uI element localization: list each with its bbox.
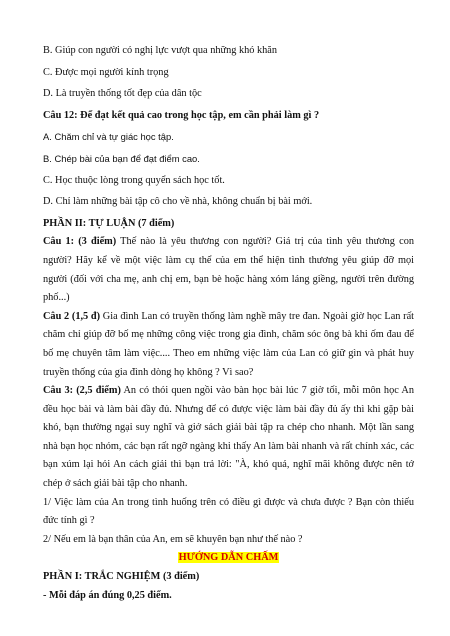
cau3-paragraph xyxy=(43,382,414,494)
cau1-paragraph xyxy=(43,233,414,307)
answer-part1-heading: PHẦN I: TRẮC NGHIỆM (3 điểm) xyxy=(43,571,200,583)
cau1-text: Thế nào là yêu thương con người? Giá trị của tình yêu thương con người? Hãy kể về một việc làm cụ thể của em thể hiện tình thương yêu giúp đỡ mọi người (đối với cha mẹ, anh chị em, bạn bè hoặc hàng xóm láng giềng, người trên đường phố...) xyxy=(43,236,414,304)
answer-part1-note: - Mỗi đáp án đúng 0,25 điểm. xyxy=(43,589,172,601)
answer-key-title-row xyxy=(43,549,414,568)
q12-title: Câu 12: Để đạt kết quả cao trong học tập, em cần phải làm gì ? xyxy=(43,109,320,121)
q12-option-b: B. Chép bài của bạn để đạt điểm cao. xyxy=(43,152,200,164)
q12-option-c: C. Học thuộc lòng trong quyển sách học tốt. xyxy=(43,174,225,186)
q11-option-c: C. Được mọi người kính trọng xyxy=(43,66,169,78)
cau2-paragraph xyxy=(43,308,414,382)
cau3-sub2: 2/ Nếu em là bạn thân của An, em sẽ khuyên bạn như thế nào ? xyxy=(43,533,303,545)
q11-option-d: D. Là truyền thống tốt đẹp của dân tộc xyxy=(43,88,202,100)
q11-option-b: B. Giúp con người có nghị lực vượt qua những khó khăn xyxy=(43,45,277,56)
answer-key-title: HƯỚNG DẪN CHẤM xyxy=(178,552,279,564)
cau3-label: Câu 3: (2,5 điểm) xyxy=(43,385,121,397)
q12-option-a: A. Chăm chỉ và tự giác học tập. xyxy=(43,131,174,143)
document-content xyxy=(43,42,414,605)
cau3-text: An có thói quen ngồi vào bàn học bài lúc 7 giờ tối, mỗi môn học An đều học bài và làm bài đầy đủ. Nhưng để có được việc làm bài đầy đủ ấy thì khi gặp bài khó, bạn thường ngại suy nghĩ và giở sách giải bài tập ra chép cho nhanh. Một lần sang nhà bạn học nhóm, các bạn rất ngỡ ngàng khi thấy An làm bài nhanh và rất chính xác, các bạn xúm lại hỏi An cách giải thì bạn trả lời: "À, khó quá, nghĩ mãi không được nên tớ chép ở sách giải bài tập cho nhanh. xyxy=(43,385,414,490)
cau2-label: Câu 2 (1,5 đ) xyxy=(43,310,101,322)
cau3-sub1: 1/ Việc làm của An trong tình huống trên có điều gì được và chưa được ? Bạn còn thiếu đức tính gì ? xyxy=(43,496,414,527)
q12-option-d: D. Chỉ làm những bài tập cô cho về nhà, không chuẩn bị bài mới. xyxy=(43,196,313,208)
cau2-text: Gia đình Lan có truyền thống làm nghề mây tre đan. Ngoài giờ học Lan rất chăm chỉ giúp đỡ bố mẹ những công việc trong gia đình, chăm sóc ông bà khi ốm đau để bố mẹ chuyên tâm làm việc.... Theo em những việc làm của Lan có giữ gìn và phát huy truyền thống của gia đình dòng họ không ? Vì sao? xyxy=(43,310,414,378)
cau1-label: Câu 1: (3 điểm) xyxy=(43,236,117,248)
part2-heading: PHẦN II: TỰ LUẬN (7 điểm) xyxy=(43,217,175,229)
